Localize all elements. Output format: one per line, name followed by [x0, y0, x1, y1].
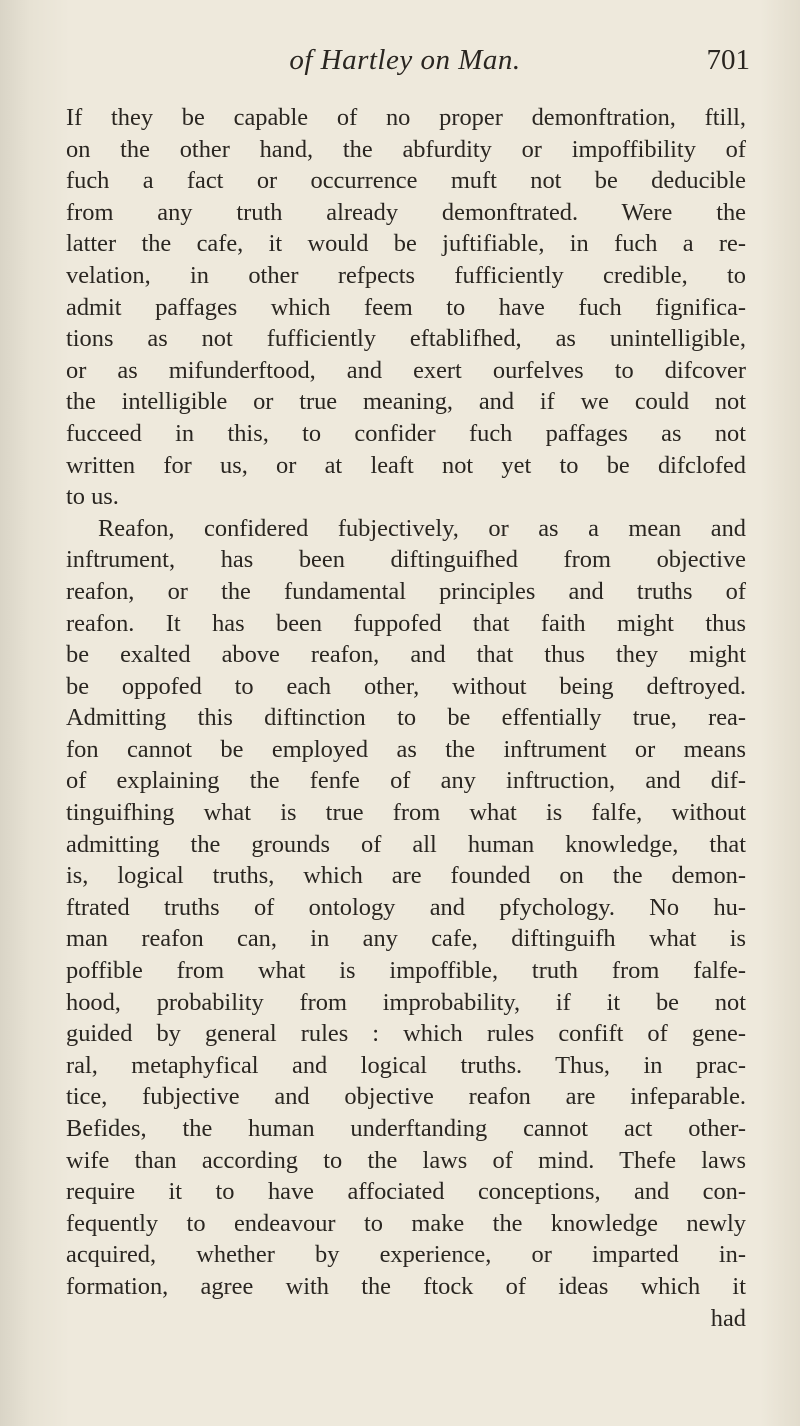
text-line: formation, agree with the ftock of ideas which it	[66, 1272, 746, 1300]
text-line: poffible from what is impoffible, truth from falfe-	[66, 957, 746, 985]
text-line: ftrated truths of ontology and pfychology. No hu-	[66, 893, 746, 921]
running-title: of Hartley on Man.	[289, 44, 521, 76]
text-line: inftrument, has been diftinguifhed from objective	[66, 546, 746, 574]
text-line: fucceed in this, to confider fuch paffages as not	[66, 419, 746, 447]
text-line: from any truth already demonftrated. Were the	[66, 198, 746, 226]
text-line: latter the cafe, it would be juftifiable, in fuch a re-	[66, 230, 746, 258]
text-line: be exalted above reafon, and that thus they might	[66, 641, 746, 669]
text-line: velation, in other refpects fufficiently credible, to	[66, 261, 746, 289]
paragraph-1	[66, 102, 746, 513]
text-line: admit paffages which feem to have fuch fignifica-	[66, 293, 746, 321]
text-line: the intelligible or true meaning, and if we could not	[66, 388, 746, 416]
text-line: is, logical truths, which are founded on the demon-	[66, 862, 746, 890]
text-line: admitting the grounds of all human knowledge, that	[66, 830, 746, 858]
text-line: acquired, whether by experience, or imparted in-	[66, 1241, 746, 1269]
text-line: Befides, the human underftanding cannot act other-	[66, 1115, 746, 1142]
paragraph-2	[66, 513, 746, 1303]
text-line: tice, fubjective and objective reafon are infeparable.	[66, 1083, 746, 1111]
text-line: of explaining the fenfe of any inftruction, and dif-	[66, 767, 746, 795]
text-line: reafon. It has been fuppofed that faith might thus	[66, 609, 746, 637]
text-line: ral, metaphyfical and logical truths. Thus, in prac-	[66, 1051, 746, 1079]
text-line: man reafon can, in any cafe, diftinguifh what is	[66, 925, 746, 953]
text-line: or as mifunderftood, and exert ourfelves to difcover	[66, 356, 746, 384]
body-text	[66, 102, 746, 1334]
text-line: guided by general rules : which rules confift of gene-	[66, 1020, 746, 1048]
text-line: to us.	[66, 483, 119, 511]
text-line: Admitting this diftinction to be effentially true, rea-	[66, 704, 746, 732]
catchword: had	[710, 1304, 746, 1332]
text-line: written for us, or at leaft not yet to be difclofed	[66, 451, 746, 479]
page-number: 701	[706, 44, 750, 76]
text-line: tions as not fufficiently eftablifhed, as unintelligible,	[66, 325, 746, 353]
text-line: reafon, or the fundamental principles and truths of	[66, 577, 746, 605]
text-line: If they be capable of no proper demonftration, ftill,	[66, 104, 746, 131]
text-line: require it to have affociated conceptions, and con-	[66, 1178, 746, 1206]
text-line: wife than according to the laws of mind. Thefe laws	[66, 1146, 746, 1174]
page-header	[60, 44, 750, 84]
text-line: fuch a fact or occurrence muft not be deducible	[66, 167, 746, 195]
text-line: hood, probability from improbability, if it be not	[66, 988, 746, 1016]
text-line: on the other hand, the abfurdity or impoffibility of	[66, 135, 746, 163]
text-line: fon cannot be employed as the inftrument or means	[66, 735, 746, 763]
text-line: tinguifhing what is true from what is falfe, without	[66, 799, 746, 827]
text-line: Reafon, confidered fubjectively, or as a mean and	[98, 514, 746, 542]
text-line: fequently to endeavour to make the knowledge newly	[66, 1209, 746, 1237]
text-line: be oppofed to each other, without being deftroyed.	[66, 672, 746, 700]
